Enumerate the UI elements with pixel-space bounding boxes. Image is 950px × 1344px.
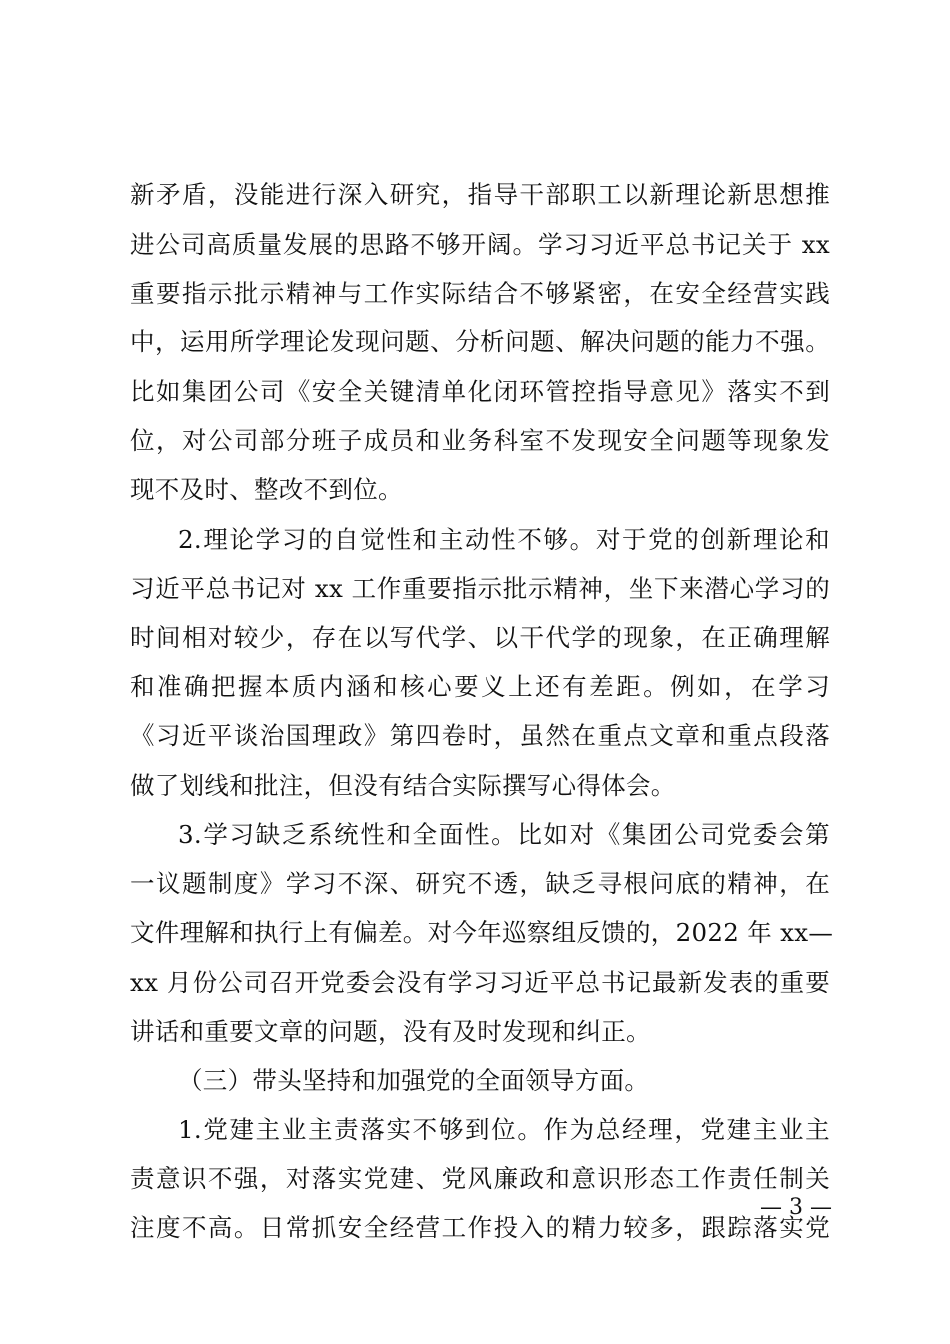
body-text-line: 文件理解和执行上有偏差。对今年巡察组反馈的，2022 年 xx— [130, 918, 834, 947]
body-text-line: 讲话和重要文章的问题，没有及时发现和纠正。 [130, 1017, 651, 1046]
body-text-line: 中，运用所学理论发现问题、分析问题、解决问题的能力不强。 [130, 327, 830, 356]
body-text-line: 比如集团公司《安全关键清单化闭环管控指导意见》落实不到 [130, 377, 830, 406]
paragraph-start-line: 3.学习缺乏系统性和全面性。比如对《集团公司党委会第 [178, 820, 830, 849]
body-text-line: 重要指示批示精神与工作实际结合不够紧密，在安全经营实践 [130, 279, 830, 308]
body-text-line: 进公司高质量发展的思路不够开阔。学习习近平总书记关于 xx [130, 230, 830, 259]
body-text-line: 习近平总书记对 xx 工作重要指示批示精神，坐下来潜心学习的 [130, 574, 830, 603]
body-text-line: 《习近平谈治国理政》第四卷时，虽然在重点文章和重点段落 [130, 721, 830, 750]
body-text-line: 做了划线和批注，但没有结合实际撰写心得体会。 [130, 771, 676, 800]
body-text-line: 注度不高。日常抓安全经营工作投入的精力较多，跟踪落实党 [130, 1213, 830, 1242]
paragraph-start-line: 2.理论学习的自觉性和主动性不够。对于党的创新理论和 [178, 525, 830, 554]
body-text-line: 时间相对较少，存在以写代学、以干代学的现象，在正确理解 [130, 623, 830, 652]
body-text-line: 位，对公司部分班子成员和业务科室不发现安全问题等现象发 [130, 426, 830, 455]
paragraph-start-line: 1.党建主业主责落实不够到位。作为总经理，党建主业主 [178, 1115, 830, 1144]
body-text-line: 新矛盾，没能进行深入研究，指导干部职工以新理论新思想推 [130, 180, 830, 209]
body-text-line: 现不及时、整改不到位。 [130, 475, 403, 504]
page-number: — 3 — [760, 1195, 832, 1220]
body-text-line: 一议题制度》学习不深、研究不透，缺乏寻根问底的精神，在 [130, 869, 830, 898]
body-text-line: xx 月份公司召开党委会没有学习习近平总书记最新发表的重要 [130, 968, 830, 997]
body-text-line: 和准确把握本质内涵和核心要义上还有差距。例如，在学习 [130, 672, 830, 701]
body-text-line: 责意识不强，对落实党建、党风廉政和意识形态工作责任制关 [130, 1164, 830, 1193]
section-heading: （三）带头坚持和加强党的全面领导方面。 [178, 1066, 650, 1095]
